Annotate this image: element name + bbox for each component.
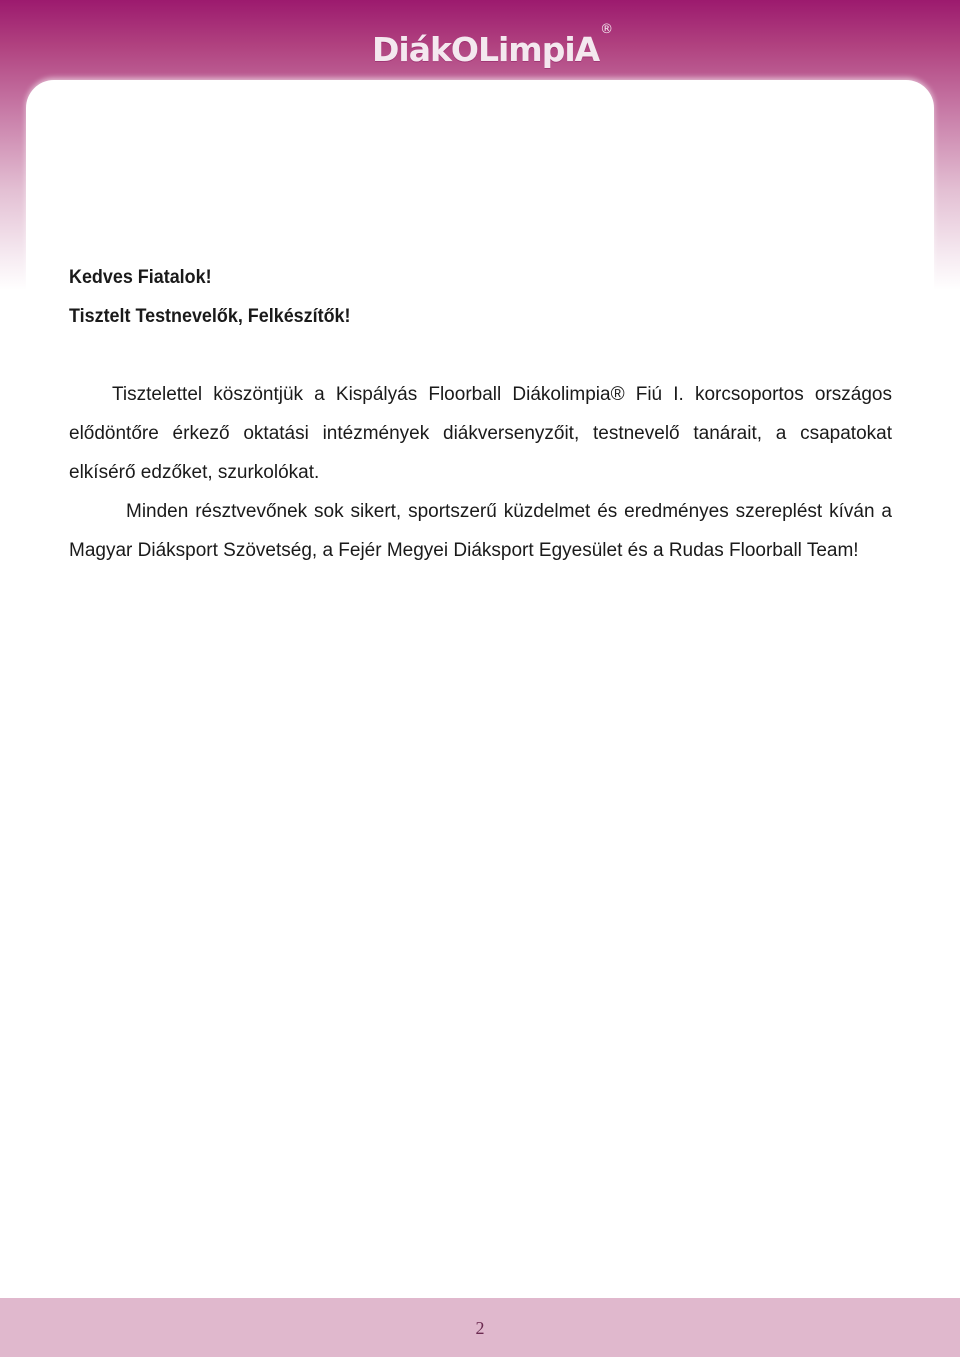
greeting-line-1: Kedves Fiatalok! <box>69 266 212 288</box>
diakolimpia-logo <box>372 22 614 69</box>
wishes-paragraph: Minden résztvevőnek sok sikert, sportszerű küzdelmet és eredményes szereplést kíván a Magyar Diáksport Szövetség, a Fejér Megyei Diáksport Egyesület és a Rudas Floorball Team! <box>69 501 892 561</box>
page-number: 2 <box>475 1318 485 1338</box>
registered-mark: ® <box>600 22 614 37</box>
welcome-paragraph: Tisztelettel köszöntjük a Kispályás Floorball Diákolimpia® Fiú I. korcsoportos országos elődöntőre érkező oktatási intézmények diákversenyzőit, testnevelő tanárait, a csapatokat elkísérő edzőket, szurkolókat. <box>69 384 892 483</box>
letter-body <box>69 258 892 570</box>
greeting-line-2: Tisztelt Testnevelők, Felkészítők! <box>69 305 351 327</box>
paragraph-spacer <box>69 336 892 375</box>
logo-text: DiákOLimpiA <box>372 30 600 69</box>
